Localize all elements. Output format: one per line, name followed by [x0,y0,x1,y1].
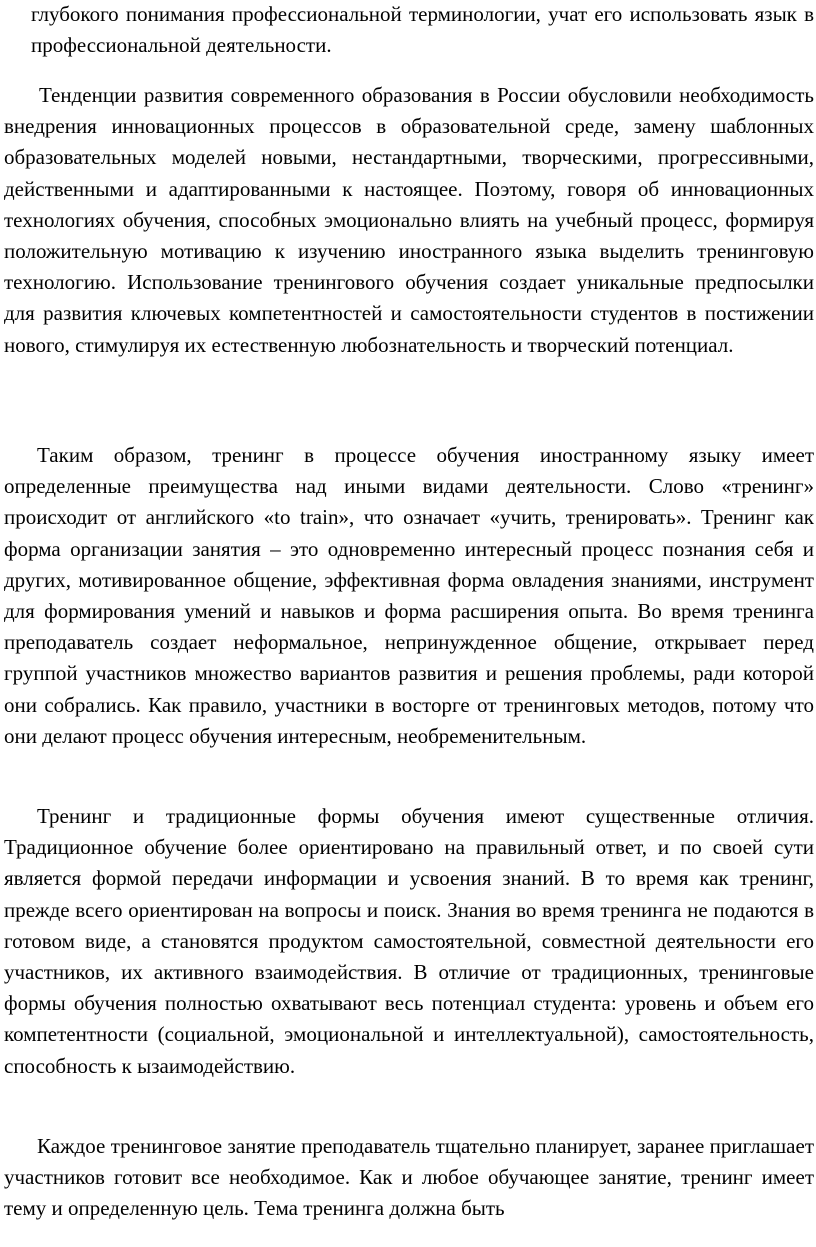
paragraph-continuation: глубокого понимания профессиональной терминологии, учат его использовать язык в профессиональной деятельности. [31,2,814,58]
paragraph-training-definition: Таким образом, тренинг в процессе обучения иностранному языку имеет определенные преимущества над иными видами деятельности. Слово «тренинг» происходит от английского «to train», что означает «учить, тренировать». Тренинг как форма организации занятия – это одновременно интересный процесс познания себя и других, мотивированное общение, эффективная форма овладения знаниями, инструмент для формирования умений и навыков и форма расширения опыта. Во время тренинга преподаватель создает неформальное, непринужденное общение, открывает перед группой участников множество вариантов развития и решения проблемы, ради которой они собрались. Как правило, участники в восторге от тренинговых методов, потому что они делают процесс обучения интересным, необременительным. [4,443,814,748]
paragraph-training-vs-traditional: Тренинг и традиционные формы обучения имеют существенные отличия. Традиционное обучение более ориентировано на правильный ответ, и по своей сути является формой передачи информации и усвоения знаний. В то время как тренинг, прежде всего ориентирован на вопросы и поиск. Знания во время тренинга не подаются в готовом виде, а становятся продуктом самостоятельной, совместной деятельности его участников, их активного взаимодействия. В отличие от традиционных, тренинговые формы обучения полностью охватывают весь потенциал студента: уровень и объем его компетентности (социальной, эмоциональной и интеллектуальной), самостоятельность, способность к ызаимодействию. [4,804,814,1078]
paragraph-training-planning: Каждое тренинговое занятие преподаватель тщательно планирует, заранее приглашает участников готовит все необходимое. Как и любое обучающее занятие, тренинг имеет тему и определенную цель. Тема тренинга должна быть [4,1134,814,1221]
paragraph-education-trends: Тенденции развития современного образования в России обусловили необходимость внедрения инновационных процессов в образовательной среде, замену шаблонных образовательных моделей новыми, нестандартными, творческими, прогрессивными, действенными и адаптированными к настоящее. Поэтому, говоря об инновационных технологиях обучения, способных эмоционально влиять на учебный процесс, формируя положительную мотивацию к изучению иностранного языка выделить тренинговую технологию. Использование тренингового обучения создает уникальные предпосылки для развития ключевых компетентностей и самостоятельности студентов в постижении нового, стимулируя их естественную любознательность и творческий потенциал. [4,83,814,357]
